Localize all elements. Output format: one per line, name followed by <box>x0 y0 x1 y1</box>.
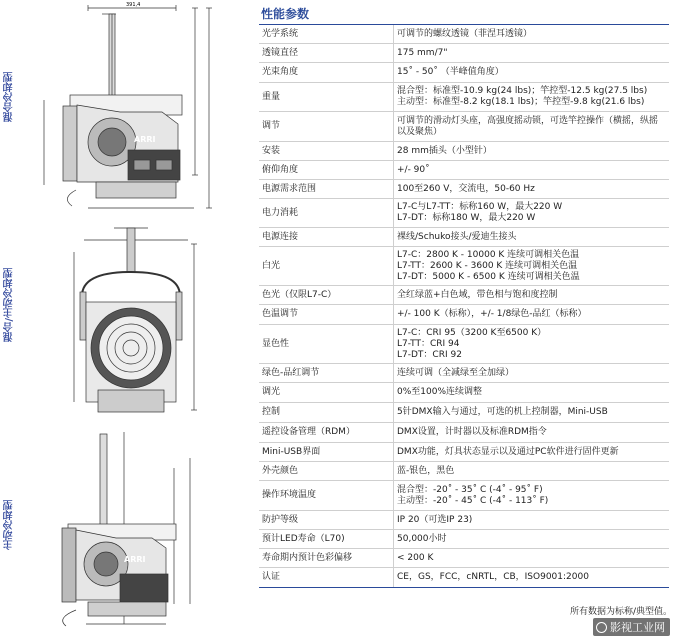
watermark-logo-icon <box>596 622 607 633</box>
spec-key: 电源连接 <box>259 228 394 247</box>
spec-row <box>259 481 669 511</box>
spec-row <box>259 403 669 423</box>
spec-value: L7-C：CRI 95（3200 K至6500 K） L7-TT：CRI 94 L7-DT：CRI 92 <box>394 325 670 364</box>
spec-value: 蓝-银色，黑色 <box>394 462 670 481</box>
spec-value: DMX设置，计时器以及标准RDM指令 <box>394 423 670 443</box>
spec-value: 裸线/Schuko接头/爱迪生接头 <box>394 228 670 247</box>
spec-value: 15˚ - 50˚ （半峰值角度） <box>394 63 670 83</box>
spec-row <box>259 247 669 286</box>
spec-row <box>259 364 669 383</box>
spec-row <box>259 423 669 443</box>
spec-row <box>259 25 669 44</box>
spec-row <box>259 199 669 228</box>
spec-value: 50,000小时 <box>394 530 670 549</box>
spec-row <box>259 511 669 530</box>
spec-row <box>259 383 669 403</box>
svg-text:ARRI: ARRI <box>134 135 156 144</box>
spec-key: 电源需求范围 <box>259 180 394 199</box>
spec-value: 28 mm插头（小型针） <box>394 142 670 161</box>
spec-row <box>259 180 669 199</box>
spec-key: 控制 <box>259 403 394 423</box>
spec-row <box>259 112 669 142</box>
spec-value: 全红绿蓝+白色域，带色相与饱和度控制 <box>394 286 670 305</box>
spec-row <box>259 161 669 180</box>
front-view-drawing <box>16 222 221 422</box>
spec-value: CE，GS，FCC，cNRTL，CB，ISO9001:2000 <box>394 568 670 588</box>
label-hybrid-active-cooling: 混合/主动冷却型 <box>4 268 15 342</box>
spec-value: 混合型：-20˚ - 35˚ C (-4˚ - 95˚ F) 主动型：-20˚ - 45˚ C (-4˚ - 113˚ F) <box>394 481 670 511</box>
spec-panel <box>259 4 669 588</box>
spec-row <box>259 462 669 481</box>
spec-key: 色温调节 <box>259 305 394 325</box>
spec-key: 透镜直径 <box>259 44 394 63</box>
spec-key: 认证 <box>259 568 394 588</box>
spec-value: 100至260 V，交流电，50-60 Hz <box>394 180 670 199</box>
spec-value: +/- 100 K（标称），+/- 1/8绿色-品红（标称） <box>394 305 670 325</box>
spec-key: 重量 <box>259 83 394 112</box>
label-active-cooling: 主动冷却型 <box>4 500 15 550</box>
spec-value: 可调节的滑动灯头座，高强度摇动锁，可选竿控操作（横摇，纵摇以及聚焦） <box>394 112 670 142</box>
spec-value: +/- 90˚ <box>394 161 670 180</box>
side-view-hybrid-drawing <box>16 0 221 212</box>
spec-row <box>259 443 669 462</box>
spec-value: 可调节的螺纹透镜（菲涅耳透镜） <box>394 25 670 44</box>
spec-key: 绿色-品红调节 <box>259 364 394 383</box>
spec-key: 电力消耗 <box>259 199 394 228</box>
spec-row <box>259 305 669 325</box>
spec-row <box>259 63 669 83</box>
spec-row <box>259 325 669 364</box>
spec-key: 操作环境温度 <box>259 481 394 511</box>
spec-key: 俯仰角度 <box>259 161 394 180</box>
spec-key: 调光 <box>259 383 394 403</box>
spec-key: 显色性 <box>259 325 394 364</box>
spec-value: 混合型：标准型-10.9 kg(24 lbs)；竿控型-12.5 kg(27.5 lbs) 主动型：标准型-8.2 kg(18.1 lbs)；竿控型-9.8 kg(21.6 lbs) <box>394 83 670 112</box>
spec-row <box>259 286 669 305</box>
footnote: 所有数据为标称/典型值。 <box>569 607 672 617</box>
spec-key: 光学系统 <box>259 25 394 44</box>
spec-key: Mini-USB界面 <box>259 443 394 462</box>
spec-title: 性能参数 <box>261 7 310 21</box>
spec-key: 光束角度 <box>259 63 394 83</box>
spec-key: 色光（仅限L7-C） <box>259 286 394 305</box>
spec-value: DMX功能，灯具状态显示以及通过PC软件进行固件更新 <box>394 443 670 462</box>
spec-key: 预计LED寿命（L70) <box>259 530 394 549</box>
spec-key: 安装 <box>259 142 394 161</box>
watermark-text: 影视工业网 <box>610 621 665 634</box>
spec-row <box>259 44 669 63</box>
spec-value: < 200 K <box>394 549 670 568</box>
spec-row <box>259 549 669 568</box>
spec-key: 外壳颜色 <box>259 462 394 481</box>
spec-row <box>259 568 669 588</box>
spec-table <box>259 24 669 588</box>
spec-value: 5针DMX输入与通过，可选的机上控制器，Mini-USB <box>394 403 670 423</box>
spec-value: L7-C与L7-TT：标称160 W，最大220 W L7-DT：标称180 W，最大220 W <box>394 199 670 228</box>
spec-key: 调节 <box>259 112 394 142</box>
spec-value: 0%至100%连续调整 <box>394 383 670 403</box>
spec-key: 遥控设备管理（RDM） <box>259 423 394 443</box>
spec-value: 连续可调（全减绿至全加绿） <box>394 364 670 383</box>
spec-value: IP 20（可选IP 23) <box>394 511 670 530</box>
spec-value: 175 mm/7" <box>394 44 670 63</box>
technical-drawings-panel <box>0 0 255 636</box>
svg-text:ARRI: ARRI <box>124 555 146 564</box>
spec-key: 寿命期内预计色彩偏移 <box>259 549 394 568</box>
side-view-active-drawing <box>16 428 221 628</box>
spec-row <box>259 228 669 247</box>
spec-key: 防护等级 <box>259 511 394 530</box>
label-hybrid-cooling: 混合冷却型 <box>4 72 15 122</box>
spec-row <box>259 83 669 112</box>
spec-row <box>259 530 669 549</box>
spec-value: L7-C：2800 K - 10000 K 连续可调相关色温 L7-TT：2600 K - 3600 K 连续可调相关色温 L7-DT：5000 K - 6500 K 连续可调相关色温 <box>394 247 670 286</box>
dim-width-top: 391,4 <box>126 2 141 8</box>
spec-row <box>259 142 669 161</box>
watermark <box>593 618 670 636</box>
spec-key: 白光 <box>259 247 394 286</box>
